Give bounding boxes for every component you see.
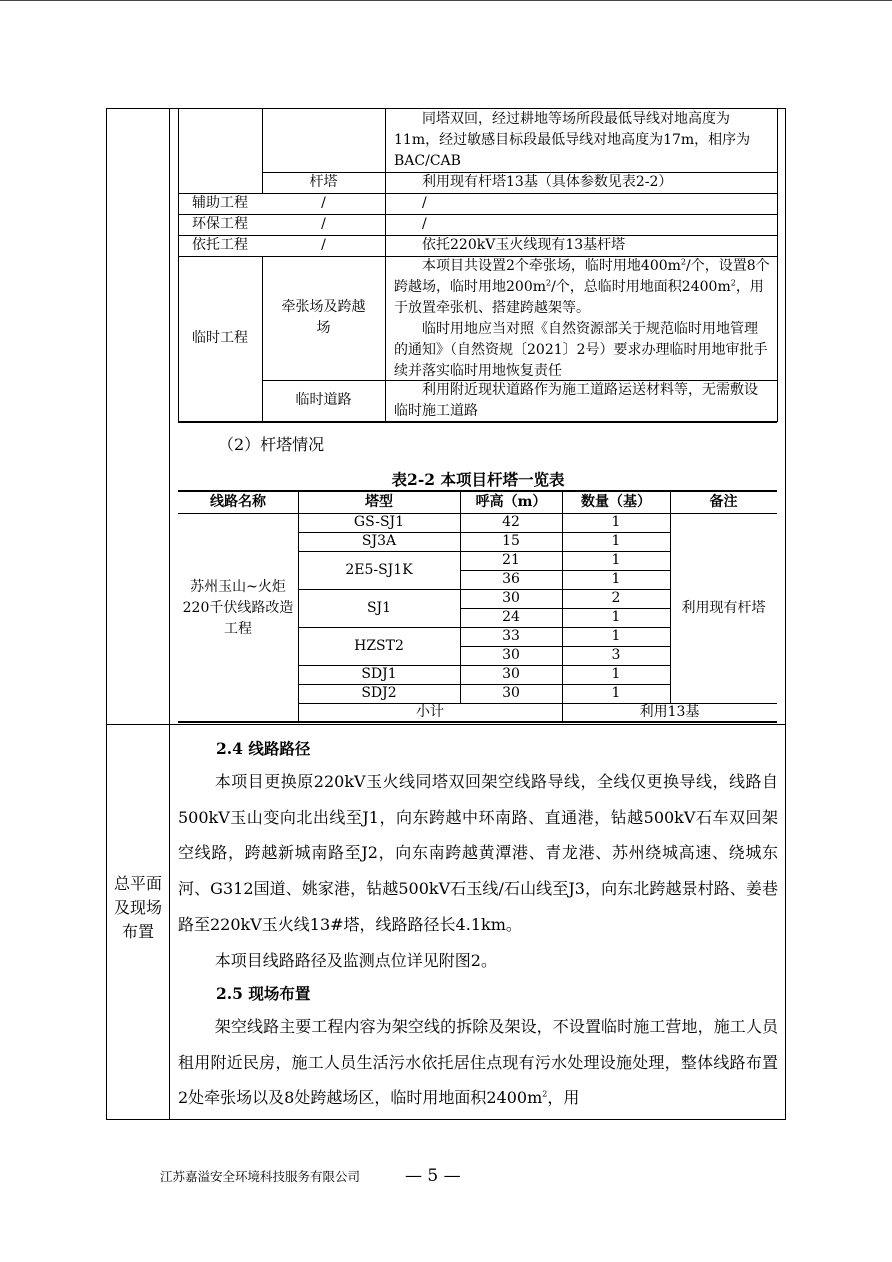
route-paragraph <box>178 764 778 978</box>
tower-qty: 1 <box>611 514 621 530</box>
tower-qty: 1 <box>611 571 621 587</box>
footer-company: 江苏嘉溢安全环境科技服务有限公司 <box>160 1169 361 1184</box>
relied-engineering-content: 依托220kV玉火线现有13基杆塔 <box>422 237 626 253</box>
tower-qty: 2 <box>611 590 621 606</box>
env-engineering-content: / <box>422 216 427 232</box>
aux-engineering-content: / <box>422 195 427 211</box>
aux-engineering-sub: / <box>321 195 326 211</box>
env-engineering-sub: / <box>321 216 326 232</box>
route-description: 本项目更换原220kV玉火线同塔双回架空线路导线，全线仅更换导线，线路自500kV玉山变向北出线至J1，向东跨越中环南路、直通港，钻越500kV石车双回架空线路，跨越新城南路至J2，向东南跨越黄潭港、青龙港、苏州绕城高速、绕城东河、G312国道、姚家港，钻越500kV石玉线/石山线至J3，向东北跨越景村路、姜巷路至220kV玉火线13#塔，线路路径长4.1km。 <box>178 772 778 934</box>
tower-subheading: （2）杆塔情况 <box>218 435 325 454</box>
tower-qty: 1 <box>611 628 621 644</box>
tower-type: SJ3A <box>361 533 397 549</box>
page-number: — 5 — <box>405 1166 461 1186</box>
tower-qty: 3 <box>611 647 621 663</box>
tower-height: 21 <box>502 552 520 568</box>
layout-description: 架空线路主要工程内容为架空线的拆除及架设，不设置临时施工营地，施工人员租用附近民房，施工人员生活污水依托居住点现有污水处理设施处理，整体线路布置2处牵张场以及8处跨越场区，临时用地面积$2400m^2$，用 <box>178 1017 778 1108</box>
aux-engineering-label: 辅助工程 <box>192 195 248 211</box>
tower-type: SDJ1 <box>361 666 397 682</box>
table2-remark: 利用现有杆塔 <box>681 599 766 616</box>
section-divider <box>106 724 786 725</box>
subtotal-value: 利用13基 <box>639 703 700 720</box>
top-rule <box>0 0 892 1</box>
layout-paragraph <box>178 1009 778 1116</box>
table2-header-line: 线路名称 <box>210 493 266 510</box>
conductor-description: 同塔双回，经过耕地等场所段最低导线对地高度为11m，经过敏感目标段最低导线对地高度为17m，相序为BAC/CAB <box>394 111 751 169</box>
env-engineering-label: 环保工程 <box>192 216 248 232</box>
table2-header-type: 塔型 <box>365 493 393 510</box>
tower-type: GS-SJ1 <box>353 514 405 530</box>
tower-description: 利用现有杆塔13基（具体参数见表2-2） <box>422 174 673 190</box>
tower-qty: 1 <box>611 552 621 568</box>
tower-qty: 1 <box>611 533 621 549</box>
table2-line-name: 苏州玉山~火炬220千伏线路改造工程 <box>182 578 294 637</box>
table2-header-qty: 数量（基） <box>581 493 651 510</box>
tower-qty: 1 <box>611 666 621 682</box>
tower-type: HZST2 <box>354 637 404 654</box>
tower-label: 杆塔 <box>309 174 338 190</box>
tower-qty: 1 <box>611 685 621 701</box>
tower-height: 30 <box>502 647 520 663</box>
heading-2-5: 2.5 现场布置 <box>216 984 311 1003</box>
temp-road-content: 利用附近现状道路作为施工道路运送材料等，无需敷设临时施工道路 <box>394 382 758 419</box>
table2-title: 表2-2 本项目杆塔一览表 <box>391 470 565 489</box>
route-appendix-note: 本项目线路路径及监测点位详见附图2。 <box>214 950 497 970</box>
subtotal-label: 小计 <box>416 703 444 720</box>
temporary-engineering-label: 临时工程 <box>192 330 248 346</box>
relied-engineering-label: 依托工程 <box>192 237 248 253</box>
tower-type: SJ1 <box>366 599 392 616</box>
tower-height: 33 <box>502 628 520 644</box>
tower-height: 24 <box>502 609 520 625</box>
tower-height: 15 <box>502 533 520 549</box>
tower-height: 30 <box>502 685 520 701</box>
tower-qty: 1 <box>611 609 621 625</box>
tension-field-content <box>386 256 777 380</box>
tension-field-label: 牵张场及跨越场 <box>281 299 366 336</box>
tower-type: SDJ2 <box>361 685 397 701</box>
table2-header-remark: 备注 <box>709 493 738 510</box>
temp-road-label: 临时道路 <box>295 392 352 408</box>
tower-height: 36 <box>502 571 520 587</box>
table2-header-height: 呼高（m） <box>475 493 547 510</box>
heading-2-4: 2.4 线路路径 <box>216 739 311 758</box>
left-column-divider <box>169 108 170 1120</box>
tower-height: 30 <box>502 590 520 606</box>
table1-right-border <box>777 108 778 422</box>
tension-field-paragraph-1: 本项目共设置2个牵张场，临时用地$400m^2/$个，设置8个跨越场，临时用地$200m^2/$个，总临时用地面积$2400m^2$，用于放置牵张机、搭建跨越架等。 <box>394 257 770 316</box>
tower-height: 42 <box>502 514 520 530</box>
tower-type: 2E5-SJ1K <box>345 561 413 578</box>
section-side-label: 总平面及现场布置 <box>113 874 162 941</box>
tension-field-paragraph-2: 临时用地应当对照《自然资源部关于规范临时用地管理的通知》（自然资规〔2021〕2号）要求办理临时用地审批手续并落实临时用地恢复责任 <box>394 321 768 379</box>
tower-height: 30 <box>502 666 520 682</box>
relied-engineering-sub: / <box>321 237 326 253</box>
